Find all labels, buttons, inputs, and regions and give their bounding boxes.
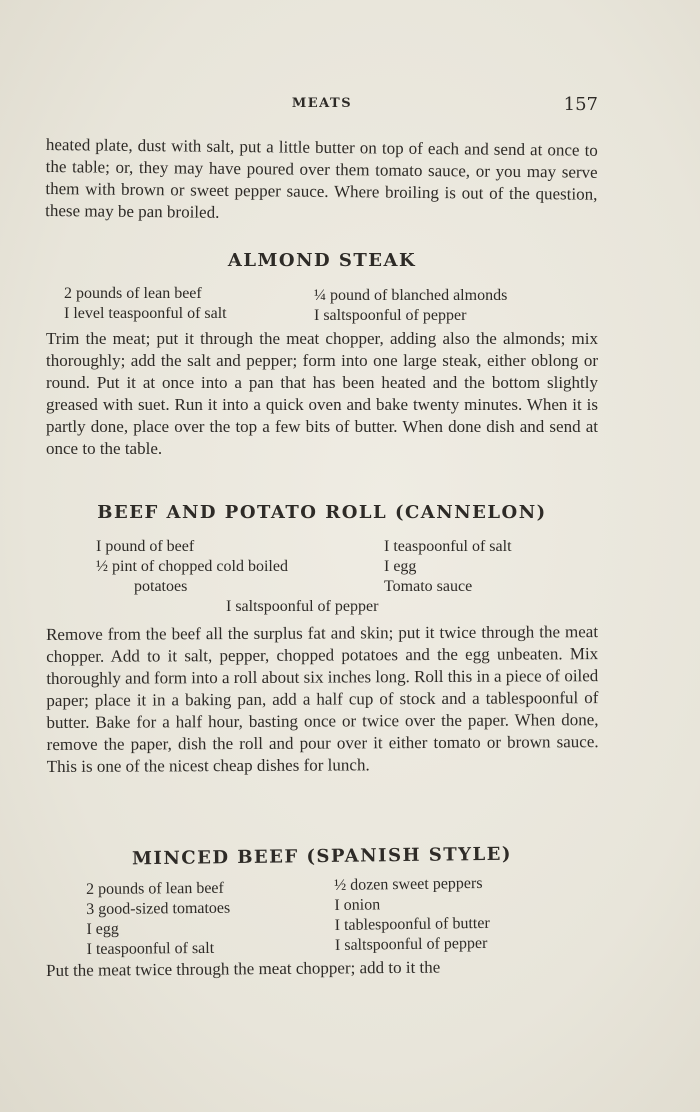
- ingredients-left-almond: [64, 284, 227, 324]
- ingredients-left-minced: [86, 879, 231, 960]
- ingredient: ½ pint of chopped cold boiled: [96, 558, 288, 575]
- ingredients-right-beef-roll: [384, 537, 512, 597]
- ingredient: ½ dozen sweet peppers: [334, 874, 483, 894]
- ingredient: I teaspoonful of salt: [384, 538, 512, 555]
- page-number: 157: [563, 94, 598, 115]
- ingredient: I saltspoonful of pepper: [314, 307, 467, 324]
- paragraph-almond-steak: Trim the meat; put it through the meat chopper, adding also the almonds; mix thoroughly; add the salt and pepper; form into one large steak, either oblong or round. Put it at once into a pan that has been heated and the bottom slightly greased with suet. Run it into a quick oven and bake twenty minutes. When it is partly done, place over the top a few bits of butter. When done dish and send at once to the table.: [46, 329, 598, 458]
- ingredient: I tablespoonful of butter: [334, 914, 490, 934]
- ingredient: I pound of beef: [96, 538, 195, 555]
- ingredient: I onion: [334, 896, 381, 914]
- recipe-title-almond-steak: ALMOND STEAK: [227, 250, 417, 271]
- ingredient: 3 good-sized tomatoes: [86, 899, 231, 918]
- paragraph-beef-potato-roll: Remove from the beef all the surplus fat and skin; put it twice through the meat chopper. Add to it salt, pepper, chopped potatoes and the egg unbeaten. Mix thoroughly and form into a roll about six inches long. Roll this in a piece of oiled paper; place it in a baking pan, add a half cup of stock and a tablespoonful of butter. Bake for a half hour, basting once or twice over the paper. When done, remove the paper, dish the roll and pour over it either tomato or brown sauce. This is one of the nicest cheap dishes for lunch.: [46, 622, 599, 776]
- chapter-title: MEATS: [291, 96, 353, 111]
- ingredient-center-beef-roll: I saltspoonful of pepper: [226, 598, 379, 615]
- ingredient: I egg: [384, 558, 417, 575]
- ingredient: I egg: [86, 920, 119, 938]
- ingredient: I level teaspoonful of salt: [64, 305, 227, 322]
- ingredient: I teaspoonful of salt: [86, 939, 215, 958]
- ingredients-left-beef-roll: [96, 537, 288, 597]
- ingredient: 2 pounds of lean beef: [64, 285, 202, 302]
- recipe-title-beef-potato-roll: BEEF AND POTATO ROLL (CANNELON): [97, 502, 547, 523]
- paragraph-continued: heated plate, dust with salt, put a little butter on top of each and send at once to the table; or, they may have poured over them tomato sauce, or you may serve them with brown or sweet pepper sauce. Where broiling is out of the question, these may be pan broiled.: [45, 134, 598, 222]
- ingredient: I saltspoonful of pepper: [334, 934, 488, 954]
- paragraph-minced-beef: Put the meat twice through the meat chopper; add to it the: [46, 957, 441, 980]
- running-head: [46, 96, 598, 120]
- ingredient: 2 pounds of lean beef: [86, 879, 224, 898]
- ingredient: Tomato sauce: [384, 578, 473, 595]
- ingredients-right-minced: [334, 874, 490, 956]
- ingredients-right-almond: [314, 286, 507, 326]
- recipe-title-minced-beef: MINCED BEEF (SPANISH STYLE): [131, 843, 513, 870]
- ingredient: ¼ pound of blanched almonds: [314, 287, 508, 304]
- ingredient: potatoes: [134, 578, 188, 595]
